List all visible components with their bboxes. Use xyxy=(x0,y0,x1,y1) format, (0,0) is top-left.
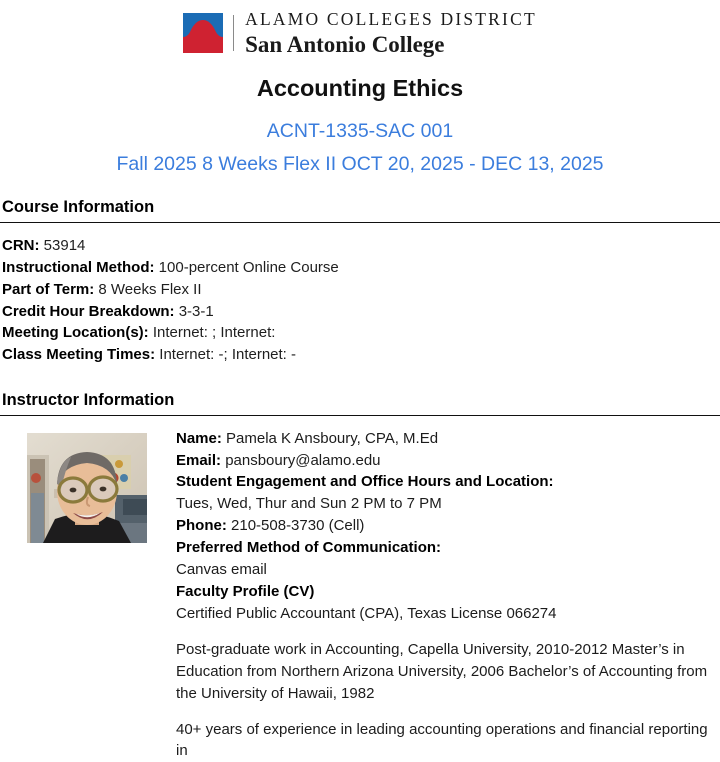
alamo-colleges-shield-logo-icon xyxy=(183,13,223,53)
preferred-communication-label: Preferred Method of Communication: xyxy=(176,539,442,557)
education-paragraph: Post-graduate work in Accounting, Capella University, 2010-2012 Master’s in Education from Northern Arizona University, 2006 Bachelor’s of Accounting from the University of Hawaii, 1982 xyxy=(176,640,708,702)
info-value: 53914 xyxy=(43,236,86,254)
logo-wordmark xyxy=(245,11,537,56)
instructor-phone-value: 210-508-3730 (Cell) xyxy=(231,517,365,535)
course-term: Fall 2025 8 Weeks Flex II OCT 20, 2025 - DEC 13, 2025 xyxy=(116,152,604,175)
info-label: Instructional Method: xyxy=(2,258,155,276)
instructor-email-label: Email: xyxy=(176,451,222,469)
instructor-block xyxy=(0,428,720,762)
info-value: 8 Weeks Flex II xyxy=(98,280,202,298)
info-row-credit-hour-breakdown xyxy=(2,301,720,323)
office-hours-value: Tues, Wed, Thur and Sun 2 PM to 7 PM xyxy=(176,495,442,513)
faculty-profile-cv-label: Faculty Profile (CV) xyxy=(176,583,315,601)
course-information-section xyxy=(0,197,720,366)
info-value: Internet: -; Internet: - xyxy=(159,346,297,364)
course-title: Accounting Ethics xyxy=(256,74,464,101)
instructor-information-section xyxy=(0,390,720,762)
instructor-email-row xyxy=(176,450,712,472)
info-row-part-of-term xyxy=(2,279,720,301)
instructor-phone-label: Phone: xyxy=(176,517,227,535)
logo-divider xyxy=(233,15,234,51)
instructor-details xyxy=(176,428,712,762)
college-name: San Antonio College xyxy=(245,31,445,57)
preferred-communication-value: Canvas email xyxy=(176,561,267,579)
instructor-phone-row xyxy=(176,515,712,537)
instructor-photo xyxy=(27,433,147,543)
experience-paragraph: 40+ years of experience in leading accounting operations and financial reporting in xyxy=(176,720,708,760)
course-information-divider xyxy=(0,222,720,223)
info-label: Meeting Location(s): xyxy=(2,324,149,342)
instructor-portrait-image xyxy=(27,433,147,543)
office-hours-label: Student Engagement and Office Hours and Location: xyxy=(176,473,554,491)
info-row-class-meeting-times xyxy=(2,344,720,366)
course-information-heading: Course Information xyxy=(2,198,155,217)
alamo-colleges-logo-lockup xyxy=(183,11,537,56)
info-label: Part of Term: xyxy=(2,280,95,298)
info-value: Internet: ; Internet: xyxy=(152,324,276,342)
info-row-instructional-method xyxy=(2,257,720,279)
instructor-information-heading: Instructor Information xyxy=(2,391,175,410)
instructor-information-divider xyxy=(0,415,720,416)
course-code: ACNT-1335-SAC 001 xyxy=(266,119,454,142)
info-row-meeting-locations xyxy=(2,322,720,344)
instructor-name-label: Name: xyxy=(176,429,222,447)
info-label: Credit Hour Breakdown: xyxy=(2,302,175,320)
info-value: 3-3-1 xyxy=(178,302,214,320)
instructor-name-value: Pamela K Ansboury, CPA, M.Ed xyxy=(226,429,439,447)
instructor-name-row xyxy=(176,428,712,450)
info-value: 100-percent Online Course xyxy=(158,258,339,276)
cpa-license-line: Certified Public Accountant (CPA), Texas License 066274 xyxy=(176,604,557,622)
course-information-list xyxy=(2,235,720,366)
instructor-email-value[interactable]: pansboury@alamo.edu xyxy=(225,451,381,469)
info-label: CRN: xyxy=(2,236,40,254)
info-row-crn xyxy=(2,235,720,257)
info-label: Class Meeting Times: xyxy=(2,346,156,364)
site-header xyxy=(0,0,720,56)
district-name: ALAMO COLLEGES DISTRICT xyxy=(245,9,537,29)
